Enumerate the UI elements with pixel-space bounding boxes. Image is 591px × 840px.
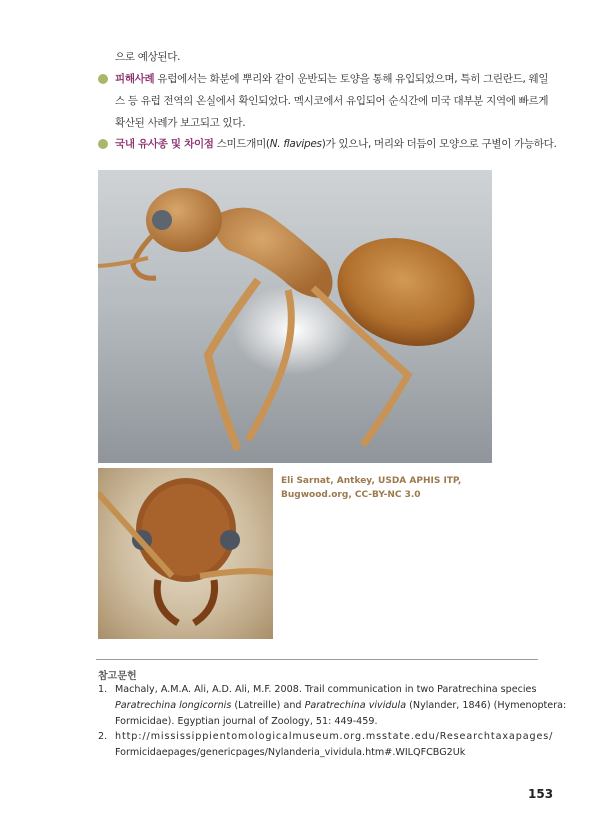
reference-2-number: 2. <box>98 731 108 742</box>
similar-post: )가 있으나, 머리와 더듬이 모양으로 구별이 가능하다. <box>321 138 557 150</box>
damage-label: 피해사례 <box>115 73 155 85</box>
bullet-icon <box>98 139 108 149</box>
species-name: Paratrechina longicornis <box>115 700 232 711</box>
damage-paragraph-line2: 스 등 유럽 전역의 온실에서 확인되었다. 멕시코에서 유입되어 순식간에 미국 대부분 지역에 빠르게 <box>115 95 549 107</box>
reference-1-number: 1. <box>98 684 108 695</box>
ant-lateral-photo <box>98 170 492 463</box>
damage-paragraph-line3: 확산된 사례가 보고되고 있다. <box>115 117 246 129</box>
reference-1-end: (Nylander, 1846) (Hymenoptera: <box>406 700 567 711</box>
bullet-icon <box>98 74 108 84</box>
reference-1-mid: (Latreille) and <box>231 700 305 711</box>
similar-species: N. flavipes <box>269 138 322 150</box>
similar-paragraph <box>115 136 557 151</box>
photo-credit-line1: Eli Sarnat, Antkey, USDA APHIS ITP, <box>281 476 462 486</box>
reference-1-text: Machaly, A.M.A. Ali, A.D. Ali, M.F. 2008. Trail communication in two Paratrechina species <box>115 684 537 695</box>
similar-label: 국내 유사종 및 차이점 <box>115 138 214 150</box>
photo-credit-line2: Bugwood.org, CC-BY-NC 3.0 <box>281 490 421 500</box>
continued-text: 으로 예상된다. <box>115 51 181 63</box>
similar-pre: 스미드개미( <box>213 138 270 150</box>
species-name: Paratrechina vividula <box>304 700 407 711</box>
references-title: 참고문헌 <box>98 671 137 682</box>
photo-credit <box>281 474 461 502</box>
reference-2-url[interactable]: http://mississippientomologicalmuseum.org.msstate.edu/Researchtaxapages/ <box>115 731 554 742</box>
reference-1-line1 <box>98 684 537 695</box>
page-number: 153 <box>528 787 554 801</box>
reference-1-line2 <box>115 700 566 711</box>
section-divider <box>96 659 538 660</box>
damage-paragraph-line1 <box>115 71 548 86</box>
reference-2-line2[interactable]: Formicidaepages/genericpages/Nylanderia_vividula.htm#.WILQFCBG2Uk <box>115 747 466 758</box>
ant-head-photo <box>98 468 273 639</box>
reference-1-line3: Formicidae). Egyptian journal of Zoology, 51: 449-459. <box>115 716 378 727</box>
reference-2-line1 <box>98 731 554 742</box>
damage-text-1: 유럽에서는 화분에 뿌리와 같이 운반되는 토양을 통해 유입되었으며, 특히 그린란드, 웨일 <box>154 73 549 85</box>
